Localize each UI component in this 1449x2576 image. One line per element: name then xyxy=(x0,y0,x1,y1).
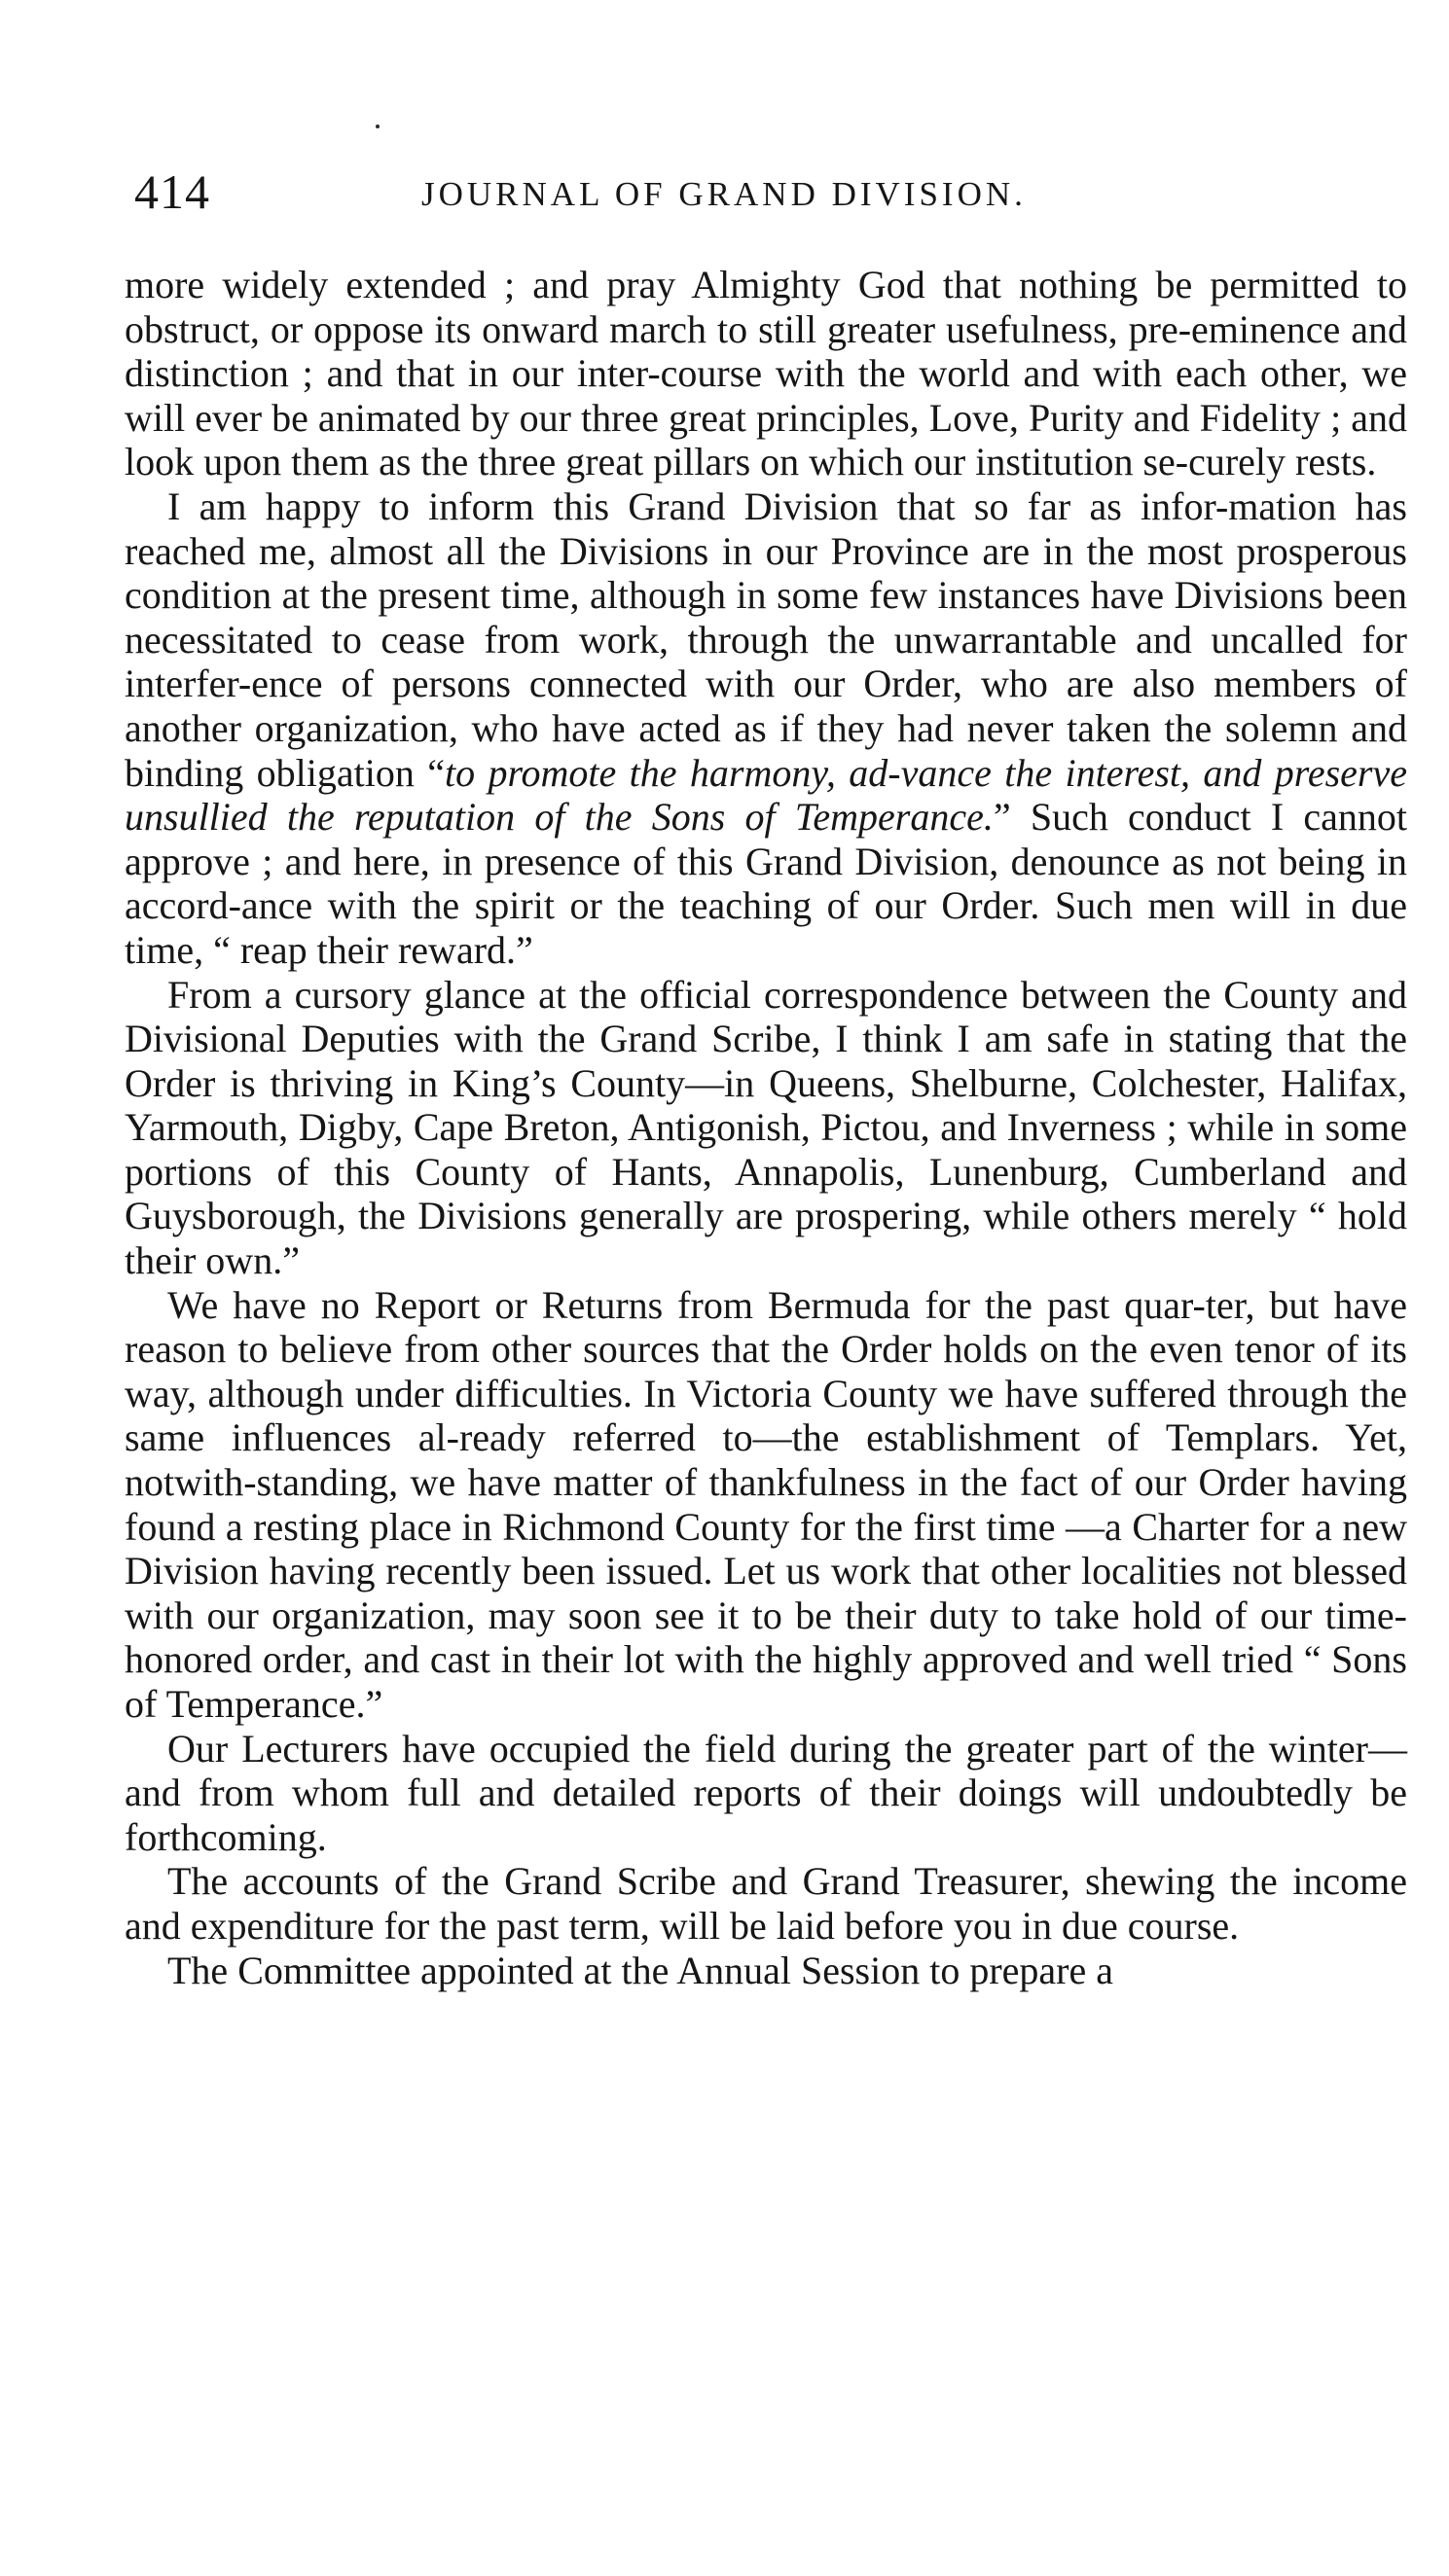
page-number: 414 xyxy=(134,164,210,219)
paragraph-text: I am happy to inform this Grand Division that so far as infor-mation has reached me, almost all the Divisions in our Province are in the most prosperous condition at the present time, although in some few instances have Divisions been necessitated to cease from work, through the unwarrantable and uncalled for interfer-ence of persons connected with our Order, who are also members of another organization, who have acted as if they had never taken the solemn and binding obligation “ xyxy=(125,483,1407,795)
paragraph-text: ” Such conduct I cannot approve ; and here, in presence of this Grand Division, denounce as not being in accord-ance with the spirit or the teaching of our Order. Such men will in due time, “ reap their reward.” xyxy=(125,795,1407,972)
paragraph-accounts: The accounts of the Grand Scribe and Grand Treasurer, shewing the income and expenditure for the past term, will be laid before you in due course. xyxy=(125,1859,1407,1948)
paragraph-continuation: more widely extended ; and pray Almighty God that nothing be permitted to obstruct, or oppose its onward march to still greater usefulness, pre-eminence and distinction ; and that in our inter-course with the world and with each other, we will ever be animated by our three great principles, Love, Purity and Fidelity ; and look upon them as the three great pillars on which our institution se-curely rests. xyxy=(125,263,1407,484)
obligation-quote: to promote the harmony, ad-vance the interest, and preserve unsullied the reputation of the Sons of Temperance. xyxy=(125,750,1407,840)
running-header xyxy=(134,158,1405,226)
running-title: JOURNAL OF GRAND DIVISION. xyxy=(421,175,1027,213)
body-text xyxy=(125,263,1407,1992)
paragraph-divisions-report xyxy=(125,484,1407,973)
paragraph-bermuda-victoria: We have no Report or Returns from Bermuda for the past quar-ter, but have reason to believe from other sources that the Order holds on the even tenor of its way, although under difficulties. In Victoria County we have suffered through the same influences al-ready referred to—the establishment of Templars. Yet, notwith-standing, we have matter of thankfulness in the fact of our Order having found a resting place in Richmond County for the first time —a Charter for a new Division having recently been issued. Let us work that other localities not blessed with our organization, may soon see it to be their duty to take hold of our time-honored order, and cast in their lot with the highly approved and well tried “ Sons of Temperance.” xyxy=(125,1282,1407,1726)
paragraph-committee: The Committee appointed at the Annual Session to prepare a xyxy=(167,1948,1113,1992)
paragraph-counties: From a cursory glance at the official correspondence between the County and Divisional Deputies with the Grand Scribe, I think I am safe in stating that the Order is thriving in King’s County—in Queens, Shelburne, Colchester, Halifax, Yarmouth, Digby, Cape Breton, Antigonish, Pictou, and Inverness ; while in some portions of this County of Hants, Annapolis, Lunenburg, Cumberland and Guysborough, the Divisions generally are prospering, while others merely “ hold their own.” xyxy=(125,972,1407,1283)
ink-speck xyxy=(376,125,380,128)
paragraph-lecturers: Our Lecturers have occupied the field during the greater part of the winter—and from whom full and detailed reports of their doings will undoubtedly be forthcoming. xyxy=(125,1726,1407,1859)
